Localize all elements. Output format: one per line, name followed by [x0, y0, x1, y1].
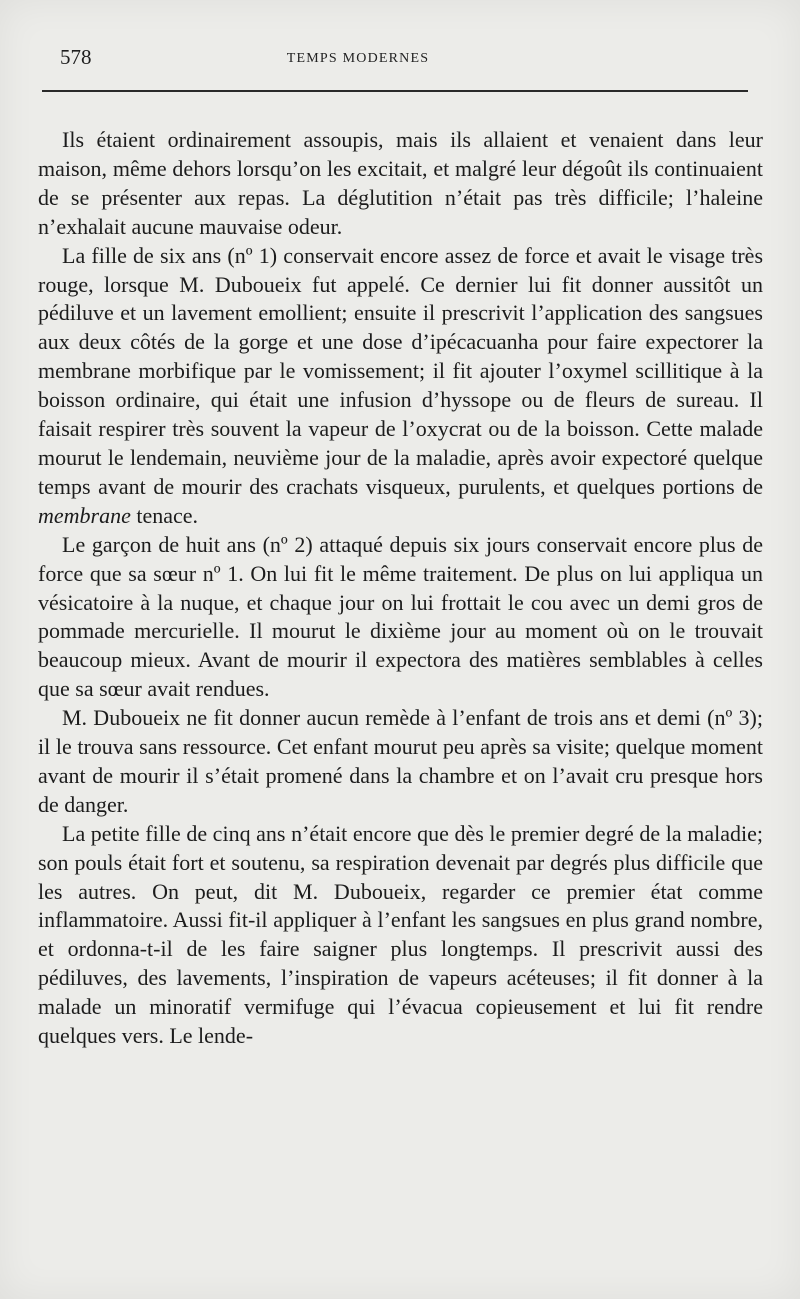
- header-rule: [42, 90, 748, 92]
- page-number: 578: [60, 45, 92, 69]
- paragraph-4: M. Duboueix ne fit donner aucun remède à l’enfant de trois ans et demi (nº 3); il le trouva sans ressource. Cet enfant mourut peu après sa visite; quelque moment avant de mourir il s’était promené dans la chambre et on l’avait cru presque hors de danger.: [38, 705, 763, 817]
- italic-term: membrane: [38, 502, 131, 528]
- running-head: TEMPS MODERNES: [286, 51, 430, 66]
- body-text: [38, 126, 763, 1051]
- paragraph-1: Ils étaient ordinairement assoupis, mais ils allaient et venaient dans leur maison, même dehors lorsqu’on les excitait, et malgré leur dégoût ils continuaient de se présenter aux repas. La déglutition n’était pas très difficile; l’haleine n’exhalait aucune mauvaise odeur.: [38, 127, 763, 239]
- paragraph-5: La petite fille de cinq ans n’était encore que dès le premier degré de la maladie; son pouls était fort et soutenu, sa respiration devenait par degrés plus difficile que les autres. On peut, dit M. Duboueix, regarder ce premier état comme inflammatoire. Aussi fit-il appliquer à l’enfant les sangsues en plus grand nombre, et ordonna-t-il de les faire saigner plus longtemps. Il prescrivit aussi des pédiluves, des lavements, l’inspiration de vapeurs acéteuses; il fit donner à la malade un minoratif vermifuge qui l’évacua copieusement et lui fit rendre quelques vers. Le lende-: [38, 820, 763, 1049]
- page-header: [38, 40, 748, 80]
- paragraph-2-text: La fille de six ans (nº 1) conservait encore assez de force et avait le visage très rouge, lorsque M. Duboueix fut appelé. Ce dernier lui fit donner aussitôt un pédiluve et un lavement emollient; ensuite il prescrivit l’application des sangsues aux deux côtés de la gorge et une dose d’ipécacuanha pour faire expectorer la membrane morbifique par le vomissement; il fit ajouter l’oxymel scillitique à la boisson ordinaire, qui était une infusion d’hyssope ou de fleurs de sureau. Il faisait respirer très souvent la vapeur de l’oxycrat ou de la boisson. Cette malade mourut le lendemain, neuvième jour de la maladie, après avoir expectoré quelque temps avant de mourir des crachats visqueux, purulents, et quelques portions de: [38, 242, 763, 499]
- paragraph-3: Le garçon de huit ans (nº 2) attaqué depuis six jours conservait encore plus de force que sa sœur nº 1. On lui fit le même traitement. De plus on lui appliqua un vésicatoire à la nuque, et chaque jour on lui frottait le cou avec un demi gros de pommade mercurielle. Il mourut le dixième jour au moment où on le trouvait beaucoup mieux. Avant de mourir il expectora des matières semblables à celles que sa sœur avait rendues.: [38, 531, 763, 702]
- paragraph-2-tail: tenace.: [130, 502, 199, 528]
- paragraph-2: [38, 242, 763, 531]
